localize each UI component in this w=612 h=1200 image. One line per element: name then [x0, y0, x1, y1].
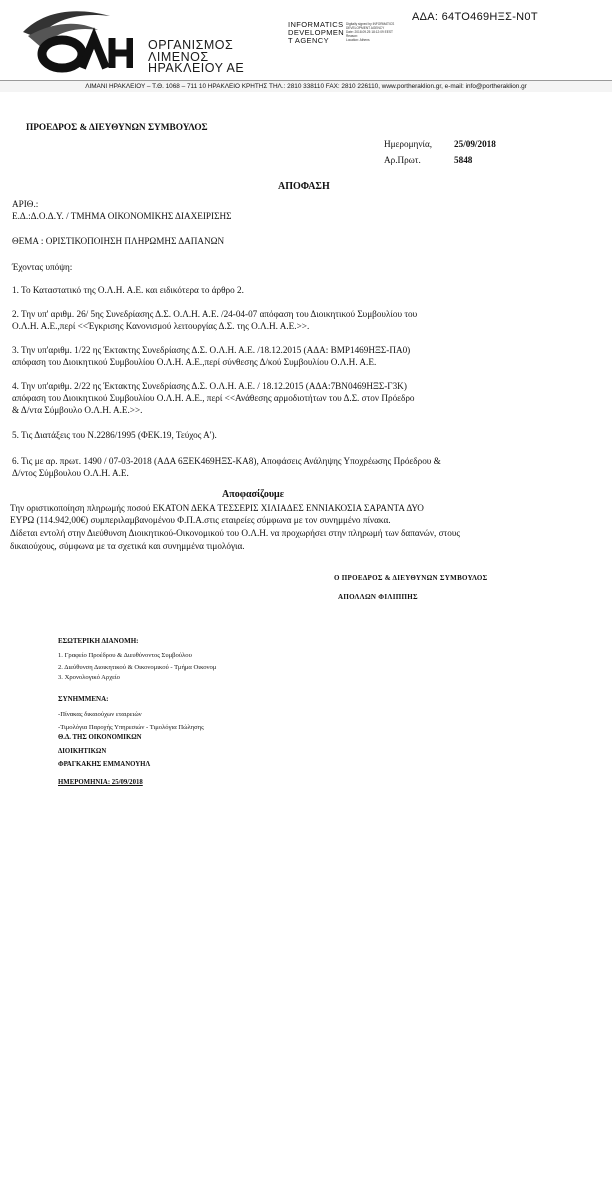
- attached-item-1: -Πίνακας δικαιούχων εταιρειών: [58, 711, 142, 718]
- decision-line-2: ΕΥΡΩ (114.942,00€) συμπεριλαμβανομένου Φ.Π.Α.στις εταιρείες σύμφωνα με τον συνημμένο πίνακα.: [10, 515, 391, 525]
- date-value: 25/09/2018: [454, 139, 496, 149]
- decision-line-1: Την οριστικοποίηση πληρωμής ποσού ΕΚΑΤΟΝ ΔΕΚΑ ΤΕΣΣΕΡΙΣ ΧΙΛΙΑΔΕΣ ΕΝΝΙΑΚΟΣΙΑ ΣΑΡΑΝΤΑ ΔΥΟ: [10, 503, 424, 513]
- distribution-item-2: 2. Διεύθυνση Διοικητικού & Οικονομικού - Τμήμα Οικονομ: [58, 664, 217, 671]
- signature-stamp: [288, 20, 395, 45]
- decision-line-3: Δίδεται εντολή στην Διεύθυνση Διοικητικού-Οικονομικού του Ο.Λ.Η. να προχωρήσει στην πληρωμή των δαπανών, στους: [10, 528, 461, 538]
- distribution-item-3: 3. Χρονολογικό Αρχείο: [58, 674, 120, 681]
- document-title: ΑΠΟΦΑΣΗ: [278, 181, 330, 192]
- item-5: 5. Τις Διατάξεις του Ν.2286/1995 (ΦΕΚ.19, Τεύχος Α').: [12, 430, 217, 440]
- signer-name: ΑΠΟΛΛΩΝ ΦΙΛΙΠΠΗΣ: [338, 593, 418, 601]
- internal-distribution-label: ΕΣΩΤΕΡΙΚΗ ΔΙΑΝΟΜΗ:: [58, 637, 139, 645]
- footer-date: ΗΜΕΡΟΜΗΝΙΑ: 25/09/2018: [58, 779, 143, 786]
- item-4-line-1: 4. Την υπ'αριθμ. 2/22 ης Έκτακτης Συνεδρίασης Δ.Σ. Ο.Λ.Η. Α.Ε. / 18.12.2015 (ΑΔΑ:7ΒΝ0469ΗΞΣ-Γ3Κ): [12, 381, 407, 391]
- considering: Έχοντας υπόψη:: [12, 262, 73, 272]
- arith: ΑΡΙΘ.:: [12, 199, 39, 209]
- org-name-line-2: ΛΙΜΕΝΟΣ: [148, 49, 209, 64]
- department: Ε.Δ.:Δ.Ο.Δ.Υ. / ΤΜΗΜΑ ΟΙΚΟΝΟΜΙΚΗΣ ΔΙΑΧΕΙΡΙΣΗΣ: [12, 211, 232, 221]
- item-2-line-2: Ο.Λ.Η. Α.Ε.,περί <<Έγκρισης Κανονισμού λειτουργίας Δ.Σ. της Ο.Λ.Η. Α.Ε.>>.: [12, 321, 310, 331]
- item-2-line-1: 2. Την υπ' αριθμ. 26/ 5ης Συνεδρίασης Δ.Σ. Ο.Λ.Η. Α.Ε. /24-04-07 απόφαση του Διοικητικού Συμβουλίου του: [12, 309, 418, 319]
- org-name-line-1: ΟΡΓΑΝΙΣΜΟΣ: [148, 38, 234, 52]
- item-3-line-2: απόφαση του Διοικητικού Συμβουλίου Ο.Λ.Η. Α.Ε.,περί σύνθεσης Δ/κού Συμβουλίου Ο.Λ.Η. Α.Ε.: [12, 357, 377, 367]
- date-label: Ημερομηνία,: [384, 139, 433, 149]
- item-4-line-3: & Δ/ντα Σύμβουλο Ο.Λ.Η. Α.Ε.>>.: [12, 405, 143, 415]
- footer-line-2: ΔΙΟΙΚΗΤΙΚΩΝ: [58, 748, 107, 755]
- ada-code: ΑΔΑ: 64ΤΟ469ΗΞΣ-Ν0Τ: [412, 11, 538, 23]
- item-6-line-1: 6. Τις με αρ. πρωτ. 1490 / 07-03-2018 (ΑΔΑ 6ΞΕΚ469ΗΞΣ-ΚΑ8), Αποφάσεις Ανάληψης Υποχρέωσης Πρόεδρου &: [12, 456, 441, 466]
- footer-line-3: ΦΡΑΓΚΑΚΗΣ ΕΜΜΑΝΟΥΗΛ: [58, 761, 151, 768]
- address-line: ΛΙΜΑΝΙ ΗΡΑΚΛΕΙΟΥ – Τ.Θ. 1068 – 711 10 ΗΡΑΚΛΕΙΟ ΚΡΗΤΗΣ ΤΗΛ.: 2810 338110 FAX: 2810 226110, www.portheraklion.gr, e-mail: info@portheraklion.gr: [0, 80, 612, 92]
- decide-heading: Αποφασίζουμε: [222, 489, 284, 500]
- footer-line-1: Θ.Δ. ΤΗΣ ΟΙΚΟΝΟΜΙΚΩΝ: [58, 734, 142, 741]
- olh-logo-icon: [18, 4, 133, 74]
- decision-line-4: δικαιούχους, σύμφωνα με τα σχετικά και συνημμένα τιμολόγια.: [10, 541, 245, 551]
- stamp-line-3: T AGENCY: [288, 36, 329, 45]
- org-name-line-3: ΗΡΑΚΛΕΙΟΥ ΑΕ: [148, 61, 245, 75]
- item-6-line-2: Δ/ντος Σύμβουλου Ο.Λ.Η. Α.Ε.: [12, 468, 129, 478]
- org-name: [148, 40, 244, 75]
- stamp-details: Digitally signed by INFORMATICS DEVELOPMENT AGENCY Date: 2018.09.25 18:12:09 EEST Reason: Location: Athens: [346, 22, 395, 42]
- protocol-label: Αρ.Πρωτ.: [384, 155, 421, 165]
- attached-item-2: -Τιμολόγια Παροχής Υπηρεσιών - Τιμολόγια Πώλησης: [58, 724, 204, 731]
- letterhead: [0, 0, 612, 92]
- stamp-line-1: INFORMATICS: [288, 20, 344, 29]
- item-1: 1. Το Καταστατικό της Ο.Λ.Η. Α.Ε. και ειδικότερα το άρθρο 2.: [12, 285, 244, 295]
- item-4-line-2: απόφαση του Διοικητικού Συμβουλίου Ο.Λ.Η. Α.Ε., περί <<Ανάθεσης αρμοδιοτήτων του Δ.Σ. στον Πρόεδρο: [12, 393, 415, 403]
- distribution-item-1: 1. Γραφείο Προέδρου & Διευθύνοντος Συμβούλου: [58, 652, 192, 659]
- signer-role: Ο ΠΡΟΕΔΡΟΣ & ΔΙΕΥΘΥΝΩΝ ΣΥΜΒΟΥΛΟΣ: [334, 574, 488, 582]
- item-3-line-1: 3. Την υπ'αριθμ. 1/22 ης Έκτακτης Συνεδρίασης Δ.Σ. Ο.Λ.Η. Α.Ε. /18.12.2015 (ΑΔΑ: ΒΜΡ1469ΗΞΣ-ΠΑ0): [12, 345, 411, 355]
- stamp-line-2: DEVELOPMEN: [288, 28, 345, 37]
- attached-label: ΣΥΝΗΜΜΕΝΑ:: [58, 695, 109, 703]
- protocol-value: 5848: [454, 155, 473, 165]
- subject: ΘΕΜΑ : ΟΡΙΣΤΙΚΟΠΟΙΗΣΗ ΠΛΗΡΩΜΗΣ ΔΑΠΑΝΩΝ: [12, 236, 225, 246]
- sender: ΠΡΟΕΔΡΟΣ & ΔΙΕΥΘΥΝΩΝ ΣΥΜΒΟΥΛΟΣ: [26, 123, 208, 133]
